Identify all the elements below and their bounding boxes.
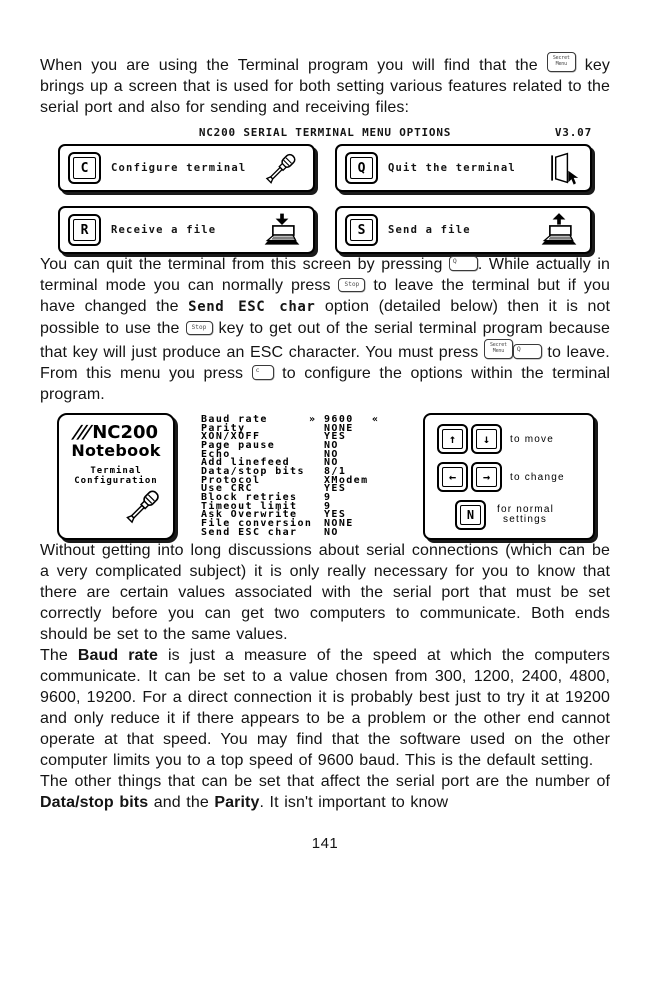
baud-text-2: is just a measure of the speed at which the computers communicate. It can be set to a value chosen from 300, 1200, 2400, 4800, 9600, 19200. For a direct connection it is probably best just to try it at 19200 and only reduce it if there appears to be a problem or the other end cannot operate at that speed. You may find that the software used on the other computer limits you to a top speed of 9600 baud. This is the default setting. xyxy=(40,647,610,769)
setting-value: 9 xyxy=(324,491,332,503)
secret-menu-key-icon xyxy=(547,52,576,72)
keycap-r xyxy=(68,214,101,246)
keycap-r-letter: R xyxy=(80,222,89,238)
quit-text-4: option (detailed below) then it is not possible to use the xyxy=(40,298,611,337)
paragraph-intro xyxy=(40,52,610,118)
other-text-3: . It isn't important to know xyxy=(259,794,449,811)
setting-row-page-pause xyxy=(201,439,419,451)
selection-marker-right: « xyxy=(372,414,380,425)
help-row-change xyxy=(437,462,585,492)
setting-value: 8/1 xyxy=(324,465,347,477)
menu-key-top-label: Secret xyxy=(489,342,507,348)
keycap-c xyxy=(68,152,101,184)
intro-text-2: key brings up a screen that is used for both setting various features related to the serial port and also for sending and receiving files: xyxy=(40,57,610,116)
send-file-icon xyxy=(538,213,580,248)
q-key-label: Q xyxy=(452,257,457,265)
c-key-label: c xyxy=(255,366,260,374)
selection-marker-left: » xyxy=(309,414,317,425)
config-subtitle-1: Terminal xyxy=(90,466,142,476)
quit-text-5: key to get out of the serial terminal program because that key will just produce an ESC character. You must press xyxy=(40,320,610,361)
keycap-q xyxy=(345,152,378,184)
help-label-change: to change xyxy=(510,471,565,483)
setting-label: Parity xyxy=(201,422,246,434)
parity-term: Parity xyxy=(214,794,260,811)
paragraph-quit xyxy=(40,254,610,363)
menu-option-label: Send a file xyxy=(388,224,471,236)
right-arrow-glyph: → xyxy=(482,470,491,484)
up-arrow-glyph: ↑ xyxy=(448,432,457,446)
intro-text-1: When you are using the Terminal program you will find that the xyxy=(40,57,547,74)
down-arrow-glyph: ↓ xyxy=(482,432,491,446)
keycap-q-letter: Q xyxy=(357,160,366,176)
logo-row xyxy=(59,424,173,442)
menu-key-bottom-label: Menu xyxy=(555,61,567,67)
setting-row-send-esc-char xyxy=(201,526,419,538)
stop-key-label: Stop xyxy=(344,281,360,288)
paragraph-other-settings xyxy=(40,771,610,813)
setting-label: Page pause xyxy=(201,439,276,451)
help-row-normal xyxy=(437,500,585,530)
paragraph-serial-discussion: Without getting into long discussions about serial connections (which can be a very complicated subject) it is only really necessary for you to know that there are certain values associated with the serial port that must be set correctly before you can get two computers to communicate. Both ends should be set to the same values. xyxy=(40,542,610,643)
logo-model: NC200 xyxy=(92,422,159,443)
menu-option-quit xyxy=(335,144,592,192)
serial-menu-screenshot xyxy=(58,126,592,254)
screwdriver-icon xyxy=(121,483,167,534)
menu-key-top-label: Secret xyxy=(552,55,570,61)
setting-value: YES xyxy=(324,431,347,443)
setting-value: XModem xyxy=(324,474,369,486)
c-key-icon xyxy=(252,365,274,380)
setting-label: Echo xyxy=(201,448,231,460)
setting-value: 9600 xyxy=(324,414,354,425)
keycap-s-letter: S xyxy=(357,222,366,238)
exit-door-icon xyxy=(544,150,580,186)
menu-option-receive xyxy=(58,206,315,254)
other-text-2: and the xyxy=(148,794,215,811)
setting-value: NONE xyxy=(324,422,354,434)
amstrad-logo: /// xyxy=(72,422,92,443)
menu-option-label: Quit the terminal xyxy=(388,162,516,174)
setting-label: Send ESC char xyxy=(201,526,298,538)
data-stop-bits-term: Data/stop bits xyxy=(40,794,149,811)
menu-options-grid xyxy=(58,144,592,254)
setting-value: NO xyxy=(324,439,339,451)
send-esc-char-term: Send ESC char xyxy=(188,299,316,315)
screwdriver-icon xyxy=(261,147,303,189)
other-text-1: The other things that can be set that affect the serial port are the number of xyxy=(40,773,610,790)
paragraph-configure xyxy=(40,363,610,405)
receive-file-icon xyxy=(261,213,303,248)
menu-option-send xyxy=(335,206,592,254)
setting-value: NONE xyxy=(324,517,354,529)
help-label-normal xyxy=(497,505,554,525)
help-label-move: to move xyxy=(510,433,554,445)
baud-rate-term: Baud rate xyxy=(77,647,158,664)
configure-text-1: From this menu you press xyxy=(40,365,252,382)
setting-label: File conversion xyxy=(201,517,313,529)
left-arrow-glyph: ← xyxy=(448,470,457,484)
q-key-icon xyxy=(513,344,542,359)
setting-label: Block retries xyxy=(201,491,298,503)
q-key-label: Q xyxy=(516,345,521,353)
screenshot-title: NC200 SERIAL TERMINAL MENU OPTIONS xyxy=(198,126,452,139)
help-row-move xyxy=(437,424,585,454)
keycap-s xyxy=(345,214,378,246)
setting-value: NO xyxy=(324,448,339,460)
stop-key-icon xyxy=(338,278,365,292)
stop-key-label: Stop xyxy=(191,324,207,331)
secret-menu-key-icon xyxy=(484,339,513,359)
screenshot-version: V3.07 xyxy=(554,126,592,139)
q-key-icon xyxy=(449,256,478,271)
n-key-icon xyxy=(455,500,486,530)
setting-label: Ask Overwrite xyxy=(201,509,298,521)
quit-text-2: . While actually in terminal mode you can normally press xyxy=(40,256,610,294)
setting-label: Baud rate xyxy=(201,414,268,425)
setting-label: XON/XOFF xyxy=(201,431,261,443)
baud-text-1: The xyxy=(40,647,78,664)
help-label-normal-line2: settings xyxy=(503,514,548,525)
setting-value: YES xyxy=(324,509,347,521)
menu-option-label: Receive a file xyxy=(111,224,217,236)
setting-label: Use CRC xyxy=(201,483,253,495)
setting-value: NO xyxy=(324,457,339,469)
configure-text-2: to configure the options within the terminal program. xyxy=(40,365,611,403)
stop-key-icon xyxy=(186,321,213,335)
screenshot-header xyxy=(58,126,592,142)
quit-text-1: You can quit the terminal from this screen by pressing xyxy=(40,256,449,273)
config-settings-list xyxy=(201,413,419,540)
keycap-c-letter: C xyxy=(80,160,89,176)
logo-product: Notebook xyxy=(71,441,161,460)
setting-label: Add linefeed xyxy=(201,457,291,469)
terminal-config-screenshot xyxy=(57,413,595,540)
down-arrow-key-icon xyxy=(471,424,502,454)
quit-text-3: to leave the terminal but if you have changed the xyxy=(40,277,611,315)
setting-value: YES xyxy=(324,483,347,495)
up-arrow-key-icon xyxy=(437,424,468,454)
help-label-normal-line1: for normal xyxy=(497,504,555,515)
menu-option-label: Configure terminal xyxy=(111,162,247,174)
n-key-glyph: N xyxy=(466,508,475,522)
setting-value: NO xyxy=(324,526,339,538)
setting-label: Data/stop bits xyxy=(201,465,305,477)
config-subtitle-2: Configuration xyxy=(74,475,158,486)
config-logo-panel xyxy=(57,413,175,540)
right-arrow-key-icon xyxy=(471,462,502,492)
quit-text-6: to leave. xyxy=(541,344,610,361)
paragraph-baud-rate xyxy=(40,645,610,771)
page-number: 141 xyxy=(311,835,339,852)
left-arrow-key-icon xyxy=(437,462,468,492)
setting-label: Timeout limit xyxy=(201,500,298,512)
config-help-panel xyxy=(423,413,595,540)
setting-label: Protocol xyxy=(201,474,261,486)
menu-key-bottom-label: Menu xyxy=(492,348,505,354)
menu-option-configure xyxy=(58,144,315,192)
setting-value: 9 xyxy=(324,500,332,512)
